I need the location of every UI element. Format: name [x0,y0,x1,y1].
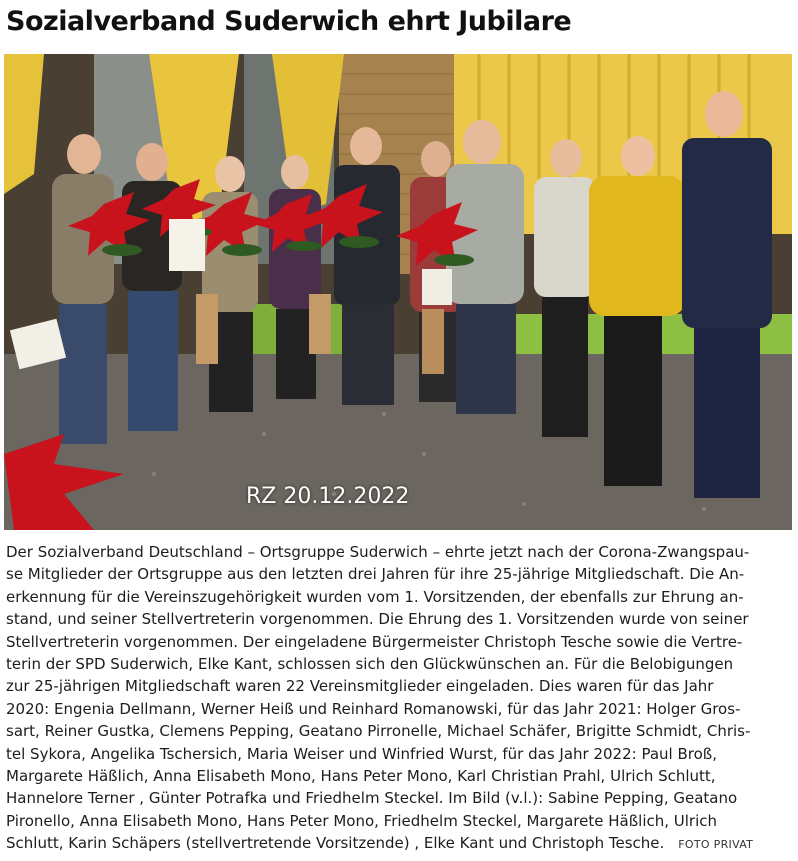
body-line: Der Sozialverband Deutschland – Ortsgruppe Suderwich – ehrte jetzt nach der Corona-Zwangspau- [6,543,750,561]
article-headline: Sozialverband Suderwich ehrt Jubilare [6,6,572,37]
body-line: Pironello, Anna Elisabeth Mono, Hans Peter Mono, Friedhelm Steckel, Margarete Häßlich, Ulrich [6,811,718,830]
body-line: 2020: Engenia Dellmann, Werner Heiß und Reinhard Romanowski, für das Jahr 2021: Holger Gros- [6,699,741,718]
body-line: Stellvertreterin vorgenommen. Der eingeladene Bürgermeister Christoph Tesche sowie die Vertre- [6,632,743,651]
body-line: se Mitglieder der Ortsgruppe aus den letzten drei Jahren für ihre 25-jährige Mitgliedschaft. Die An- [6,565,745,584]
body-line: Margarete Häßlich, Anna Elisabeth Mono, Hans Peter Mono, Karl Christian Prahl, Ulrich Schlutt, [6,767,716,786]
photo-credit: FOTO PRIVAT [678,838,754,852]
body-line: erkennung für die Vereinszugehörigkeit wurden vom 1. Vorsitzenden, der ebenfalls zur Ehrung an- [6,587,744,606]
article-body [6,541,792,857]
photo-date-stamp: RZ 20.12.2022 [246,484,410,509]
body-line: sart, Reiner Gustka, Clemens Pepping, Geatano Pirronelle, Michael Schäfer, Brigitte Schmidt, Chris- [6,722,751,741]
body-line-text: Schlutt, Karin Schäpers (stellvertretende Vorsitzende) , Elke Kant und Christoph Tesche. [6,834,665,853]
group-photo [4,54,792,530]
body-line: terin der SPD Suderwich, Elke Kant, schlossen sich den Glückwünschen an. Für die Belobigungen [6,655,734,674]
body-line: tel Sykora, Angelika Tschersich, Maria Weiser und Winfried Wurst, für das Jahr 2022: Paul Broß, [6,744,717,763]
body-line: zur 25-jährigen Mitgliedschaft waren 22 Vereinsmitglieder eingeladen. Dies waren für das Jahr [6,677,714,696]
body-line-last [6,832,792,856]
body-line: stand, und seiner Stellvertreterin vorgenommen. Die Ehrung des 1. Vorsitzenden wurde von seiner [6,610,749,629]
body-line: Hannelore Terner , Günter Potrafka und Friedhelm Steckel. Im Bild (v.l.): Sabine Pepping, Geatano [6,789,738,808]
